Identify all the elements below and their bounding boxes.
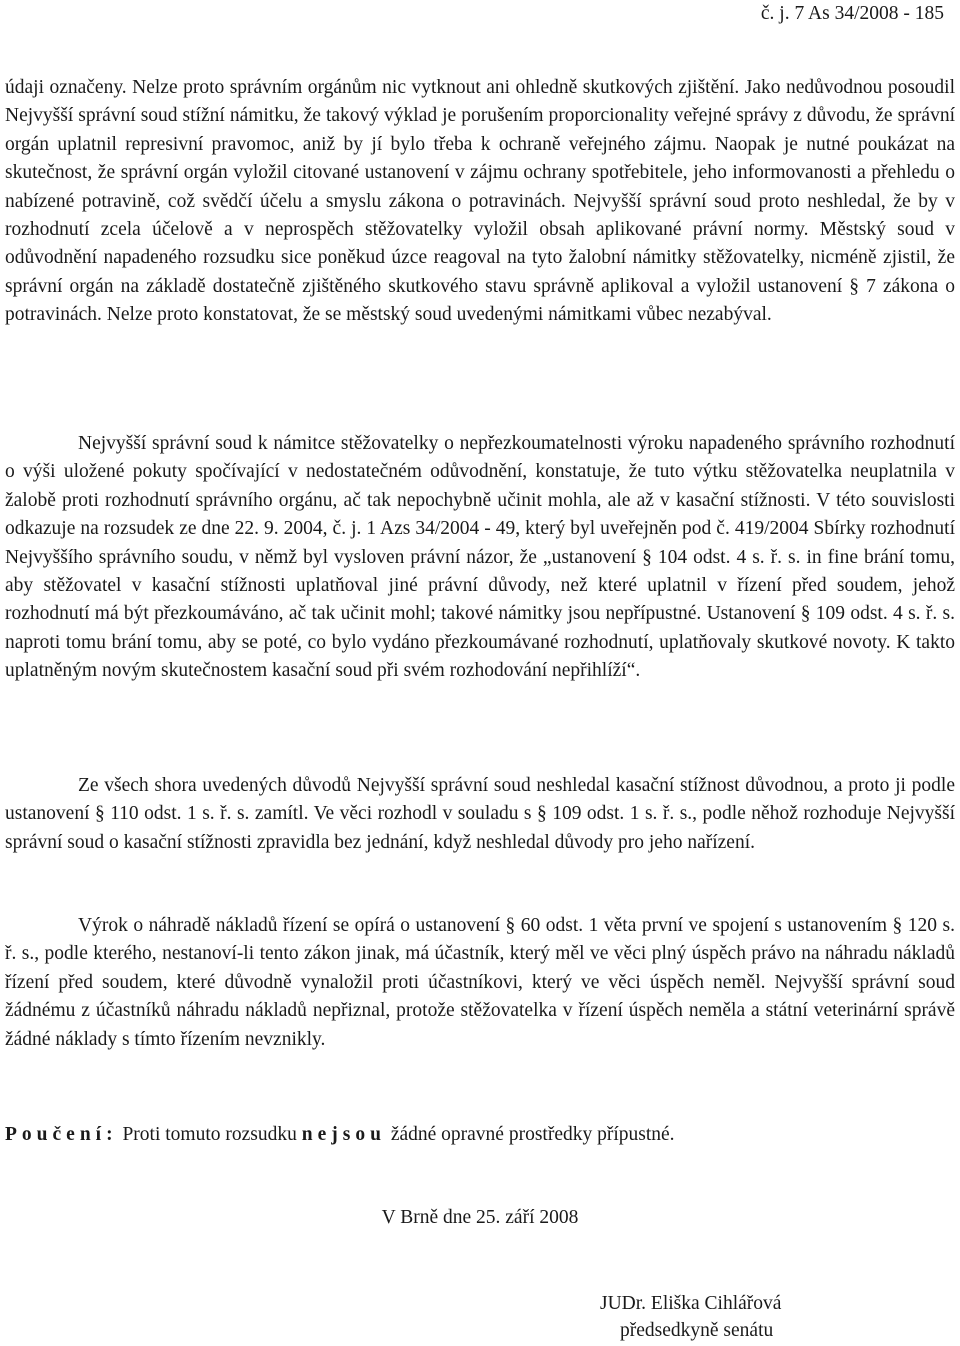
paragraph-3: Ze všech shora uvedených důvodů Nejvyšší správní soud neshledal kasační stížnost důvodnou, a proto ji podle ustanovení § 110 odst. 1 s. ř. s. zamítl. Ve věci rozhodl v souladu s § 109 odst. 1 s. ř. s., podle něhož rozhoduje Nejvyšší správní soud o kasační stížnosti zpravidla bez jednání, když neshledal důvody pro jeho nařízení. — [5, 775, 955, 853]
paragraph-1: údaji označeny. Nelze proto správním orgánům nic vytknout ani ohledně skutkových zjištění. Jako nedůvodnou posoudil Nejvyšší správní soud stížní námitku, že takový výklad je porušením proporcionality veřejné správy z důvodu, že správní orgán uplatnil represivní pravomoc, aniž by jí bylo třeba k ochraně veřejného zájmu. Naopak je nutné poukázat na skutečnost, že správní orgán vyložil citované ustanovení v zájmu ochrany spotřebitele, jeho informovanosti a přehledu o nabízené potravině, což svědčí účelu a smyslu zákona o potravinách. Nejvyšší správní soud proto neshledal, že by v rozhodnutí zcela účelově a v neprospěch stěžovatelky vyložil obsah aplikované právní normy. Městský soud v odůvodnění napadeného rozsudku sice poněkud úzce reagoval na tyto žalobní námitky stěžovatelky, nicméně zjistil, že správní orgán na základě dostatečně zjištěného skutkového stavu správně aplikoval a vyložil ustanovení § 7 zákona o potravinách. Nelze proto konstatovat, že se městský soud uvedenými námitkami vůbec nezabýval. — [5, 77, 955, 326]
instruction-emphasis: nejsou — [301, 1124, 386, 1145]
case-reference: č. j. 7 As 34/2008 - 185 — [760, 3, 944, 24]
legal-instruction — [5, 1121, 675, 1149]
instruction-text-before: Proti tomuto rozsudku — [122, 1124, 297, 1145]
signature-block — [600, 1290, 781, 1344]
signatory-name: JUDr. Eliška Cihlářová — [600, 1293, 782, 1314]
place-and-date: V Brně dne 25. září 2008 — [381, 1207, 579, 1228]
instruction-label: Poučení: — [5, 1124, 118, 1145]
paragraph-2: Nejvyšší správní soud k námitce stěžovatelky o nepřezkoumatelnosti výroku napadeného správního rozhodnutí o výši uložené pokuty spočívající v nedostatečném odůvodnění, konstatuje, že tuto výtku stěžovatelka neuplatnila v žalobě proti rozhodnutí správního orgánu, ač tak nepochybně učinit mohla, ale až v kasační stížnosti. V této souvislosti odkazuje na rozsudek ze dne 22. 9. 2004, č. j. 1 Azs 34/2004 - 49, který byl uveřejněn pod č. 419/2004 Sbírky rozhodnutí Nejvyššího správního soudu, v němž byl vysloven právní názor, že „ustanovení § 104 odst. 4 s. ř. s. in fine brání tomu, aby stěžovatel v kasační stížnosti uplatňoval jiné právní důvody, než které uplatnil v řízení před soudem, jehož rozhodnutí má být přezkoumáváno, ač tak učinit mohl; takové námitky jsou nepřípustné. Ustanovení § 109 odst. 4 s. ř. s. naproti tomu brání tomu, aby se poté, co bylo vydáno přezkoumávané rozhodnutí, uplatňovaly skutkové novoty. K takto uplatněným novým skutečnostem kasační soud při svém rozhodování nepřihlíží“. — [5, 433, 955, 682]
paragraph-4: Výrok o náhradě nákladů řízení se opírá o ustanovení § 60 odst. 1 věta první ve spojení s ustanovením § 120 s. ř. s., podle kterého, nestanoví-li tento zákon jinak, má účastník, který měl ve věci plný úspěch právo na náhradu nákladů řízení před soudem, které důvodně vynaložil proti účastníkovi, který ve věci úspěch neměl. Nejvyšší správní soud žádnému z účastníků náhradu nákladů nepřiznal, protože stěžovatelka v řízení úspěch neměla a státní veterinární správě žádné náklady s tímto řízením nevznikly. — [5, 915, 955, 1050]
instruction-text-after: žádné opravné prostředky přípustné. — [390, 1124, 675, 1145]
signatory-role: předsedkyně senátu — [620, 1320, 774, 1341]
